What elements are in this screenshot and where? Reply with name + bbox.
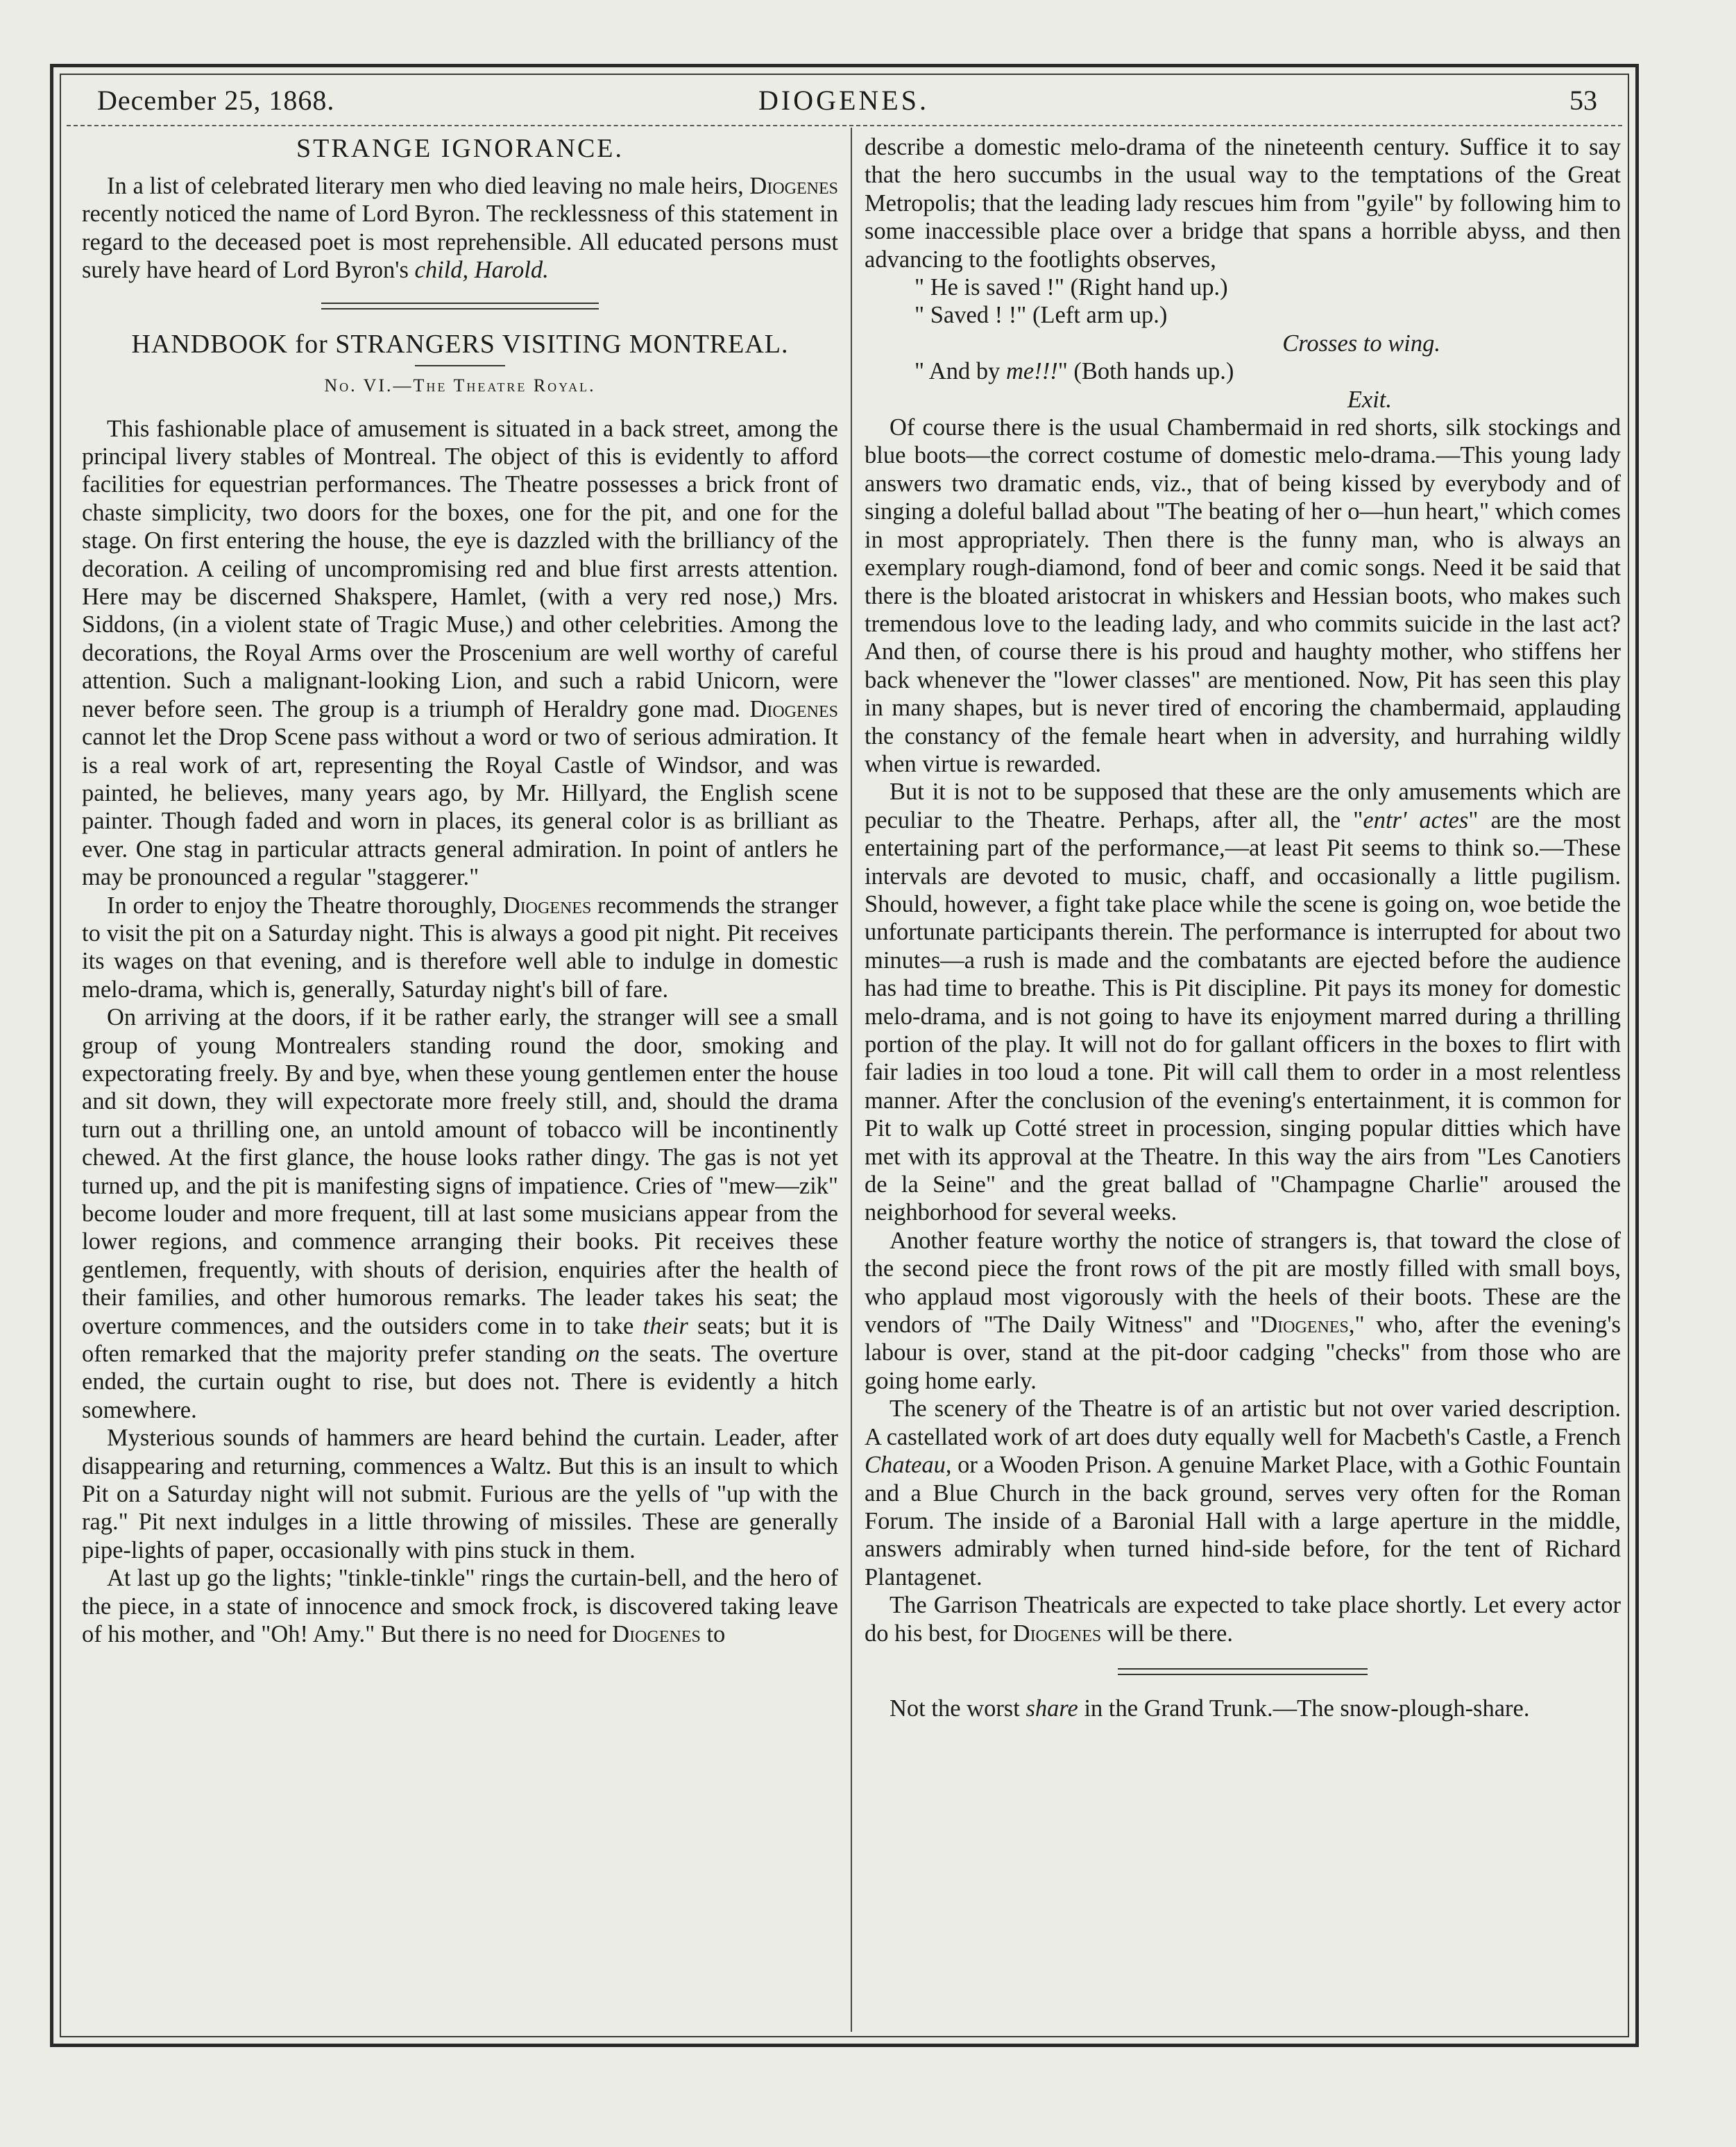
article-paragraph: In order to enjoy the Theatre thoroughly, Diogenes recommends the stranger to visit the pit on a Saturday night. This is always a good pit night. Pit receives its wages on that evening, and is therefore well able to indulge in domestic melo-drama, which is, generally, Saturday night's bill of fare. xyxy=(82,892,838,1003)
article-paragraph: At last up go the lights; "tinkle-tinkle" rings the curtain-bell, and the hero of the piece, in a state of innocence and smock frock, is discovered taking leave of his mother, and "Oh! Amy." But there is no need for Diogenes to xyxy=(82,1565,838,1648)
article-subtitle: No. VI.—The Theatre Royal. xyxy=(324,375,596,396)
article-paragraph: In a list of celebrated literary men who died leaving no male heirs, Diogenes recently noticed the name of Lord Byron. The recklessness of this statement in regard to the deceased poet is most reprehensible. All educated persons must surely have heard of Lord Byron's child, Harold. xyxy=(82,173,838,284)
section-divider xyxy=(321,303,599,309)
article-paragraph: Mysterious sounds of hammers are heard behind the curtain. Leader, after disappearing and returning, commences a Waltz. But this is an insult to which Pit on a Saturday night will not submit. Furious are the yells of "up with the rag." Pit next indulges in a little throwing of missiles. These are generally pipe-lights of paper, occasionally with pins stuck in them. xyxy=(82,1425,838,1563)
dialogue-line: " Saved ! !" (Left arm up.) xyxy=(914,302,1168,329)
header-date: December 25, 1868. xyxy=(97,85,335,116)
right-column xyxy=(865,133,1621,2028)
article-paragraph: The Garrison Theatricals are expected to take place shortly. Let every actor do his best, for Diogenes will be there. xyxy=(865,1592,1621,1647)
page-header xyxy=(76,80,1611,121)
dialogue-line: " He is saved !" (Right hand up.) xyxy=(914,274,1228,301)
article-paragraph: describe a domestic melo-drama of the nineteenth century. Suffice it to say that the hero succumbs in the usual way to the temptations of the Great Metropolis; that the leading lady rescues him from "gyile" by following him to some inaccessible place over a bridge that spans a horrible abyss, and then advancing to the footlights observes, xyxy=(865,134,1621,273)
article-title-handbook: HANDBOOK for STRANGERS VISITING MONTREAL. xyxy=(131,329,789,359)
article-paragraph: This fashionable place of amusement is situated in a back street, among the principal livery stables of Montreal. The object of this is evidently to afford facilities for equestrian performances. The Theatre possesses a brick front of chaste simplicity, two doors for the boxes, one for the pit, and one for the stage. On first entering the house, the eye is dazzled with the brilliancy of the decoration. A ceiling of uncompromising red and blue first arrests attention. Here may be discerned Shakspere, Hamlet, (with a very red nose,) Mrs. Siddons, (in a violent state of Tragic Muse,) and other celebrities. Among the decorations, the Royal Arms over the Proscenium are well worthy of careful attention. Such a malignant-looking Lion, and such a rabid Unicorn, were never before seen. The group is a triumph of Heraldry gone mad. Diogenes cannot let the Drop Scene pass without a word or two of serious admiration. It is a real work of art, representing the Royal Castle of Windsor, and was painted, he believes, many years ago, by Mr. Hillyard, the English scene painter. Though faded and worn in places, its general color is as brilliant as ever. One stag in particular attracts general admiration. In point of antlers he may be pronounced a regular "staggerer." xyxy=(82,415,838,891)
header-rule xyxy=(67,125,1622,126)
left-column xyxy=(82,133,838,2028)
article-paragraph: Not the worst share in the Grand Trunk.—The snow-plough-share. xyxy=(890,1695,1530,1722)
header-title: DIOGENES. xyxy=(758,85,929,116)
header-page-number: 53 xyxy=(1569,85,1597,116)
article-paragraph: Another feature worthy the notice of strangers is, that toward the close of the second piece the front rows of the pit are mostly filled with small boys, who applaud most vigorously with the heels of their boots. These are the vendors of "The Daily Witness" and "Diogenes," who, after the evening's labour is over, stand at the pit-door cadging "checks" from those who are going home early. xyxy=(865,1227,1621,1394)
article-title-strange-ignorance: STRANGE IGNORANCE. xyxy=(296,134,624,163)
dialogue-line: " And by me!!!" (Both hands up.) xyxy=(914,358,1234,385)
stage-direction: Crosses to wing. xyxy=(1282,330,1440,357)
article-paragraph: Of course there is the usual Chambermaid in red shorts, silk stockings and blue boots—the correct costume of domestic melo-drama.—This young lady answers two dramatic ends, viz., that of being kissed by everybody and of singing a doleful ballad about "The beating of her o—hun heart," which comes in most appropriately. Then there is the funny man, who is always an exemplary rough-diamond, fond of beer and comic songs. Need it be said that there is the bloated aristocrat in whiskers and Hessian boots, who makes such tremendous love to the leading lady, and who commits suicide in the last act? And then, of course there is his proud and haughty mother, who stiffens her back whenever the "lower classes" are mentioned. Now, Pit has seen this play in many shapes, but is never tired of encoring the chambermaid, applauding the constancy of the female heart when in adversity, and hurrahing wildly when virtue is rewarded. xyxy=(865,414,1621,777)
section-divider xyxy=(1118,1668,1368,1675)
title-rule xyxy=(415,365,505,366)
article-paragraph: On arriving at the doors, if it be rather early, the stranger will see a small group of young Montrealers standing round the door, smoking and expectorating freely. By and bye, when these young gentlemen enter the house and sit down, they will expectorate more freely still, and, should the drama turn out a thrilling one, an untold amount of tobacco will be incontinently chewed. At the first glance, the house looks rather dingy. The gas is not yet turned up, and the pit is manifesting signs of impatience. Cries of "mew—zik" become louder and more frequent, till at last some musicians appear from the lower regions, and commence arranging their books. Pit receives these gentlemen, frequently, with shouts of derision, enquiries after the health of their families, and other humorous remarks. The leader takes his seat; the overture commences, and the outsiders come in to take their seats; but it is often remarked that the majority prefer standing on the seats. The overture ended, the curtain ought to rise, but does not. There is evidently a hitch somewhere. xyxy=(82,1004,838,1423)
stage-direction: Exit. xyxy=(1347,386,1392,413)
column-divider xyxy=(851,128,852,2032)
article-paragraph: But it is not to be supposed that these are the only amusements which are peculiar to the Theatre. Perhaps, after all, the "entr' actes" are the most entertaining part of the performance,—at least Pit seems to think so.—These intervals are devoted to music, chaff, and occasionally a little pugilism. Should, however, a fight take place while the scene is going on, woe betide the unfortunate participants therein. The performance is interrupted for about two minutes—a rush is made and the combatants are ejected before the audience has had time to breathe. This is Pit discipline. Pit pays its money for domestic melo-drama, and is not going to have its enjoyment marred during a thrilling portion of the play. It will not do for gallant officers in the boxes to flirt with fair ladies in too loud a tone. Pit will call them to order in a most relentless manner. After the conclusion of the evening's entertainment, it is common for Pit to walk up Cotté street in procession, singing popular ditties which have met with its approval at the Theatre. In this way the airs from "Les Canotiers de la Seine" and the great ballad of "Champagne Charlie" aroused the neighborhood for several weeks. xyxy=(865,779,1621,1226)
article-paragraph: The scenery of the Theatre is of an artistic but not over varied description. A castellated work of art does duty equally well for Macbeth's Castle, a French Chateau, or a Wooden Prison. A genuine Market Place, with a Gothic Fountain and a Blue Church in the back ground, serves very often for the Roman Forum. The inside of a Baronial Hall with a large aperture in the middle, answers admirably when turned hind-side before, for the tent of Richard Plantagenet. xyxy=(865,1395,1621,1590)
